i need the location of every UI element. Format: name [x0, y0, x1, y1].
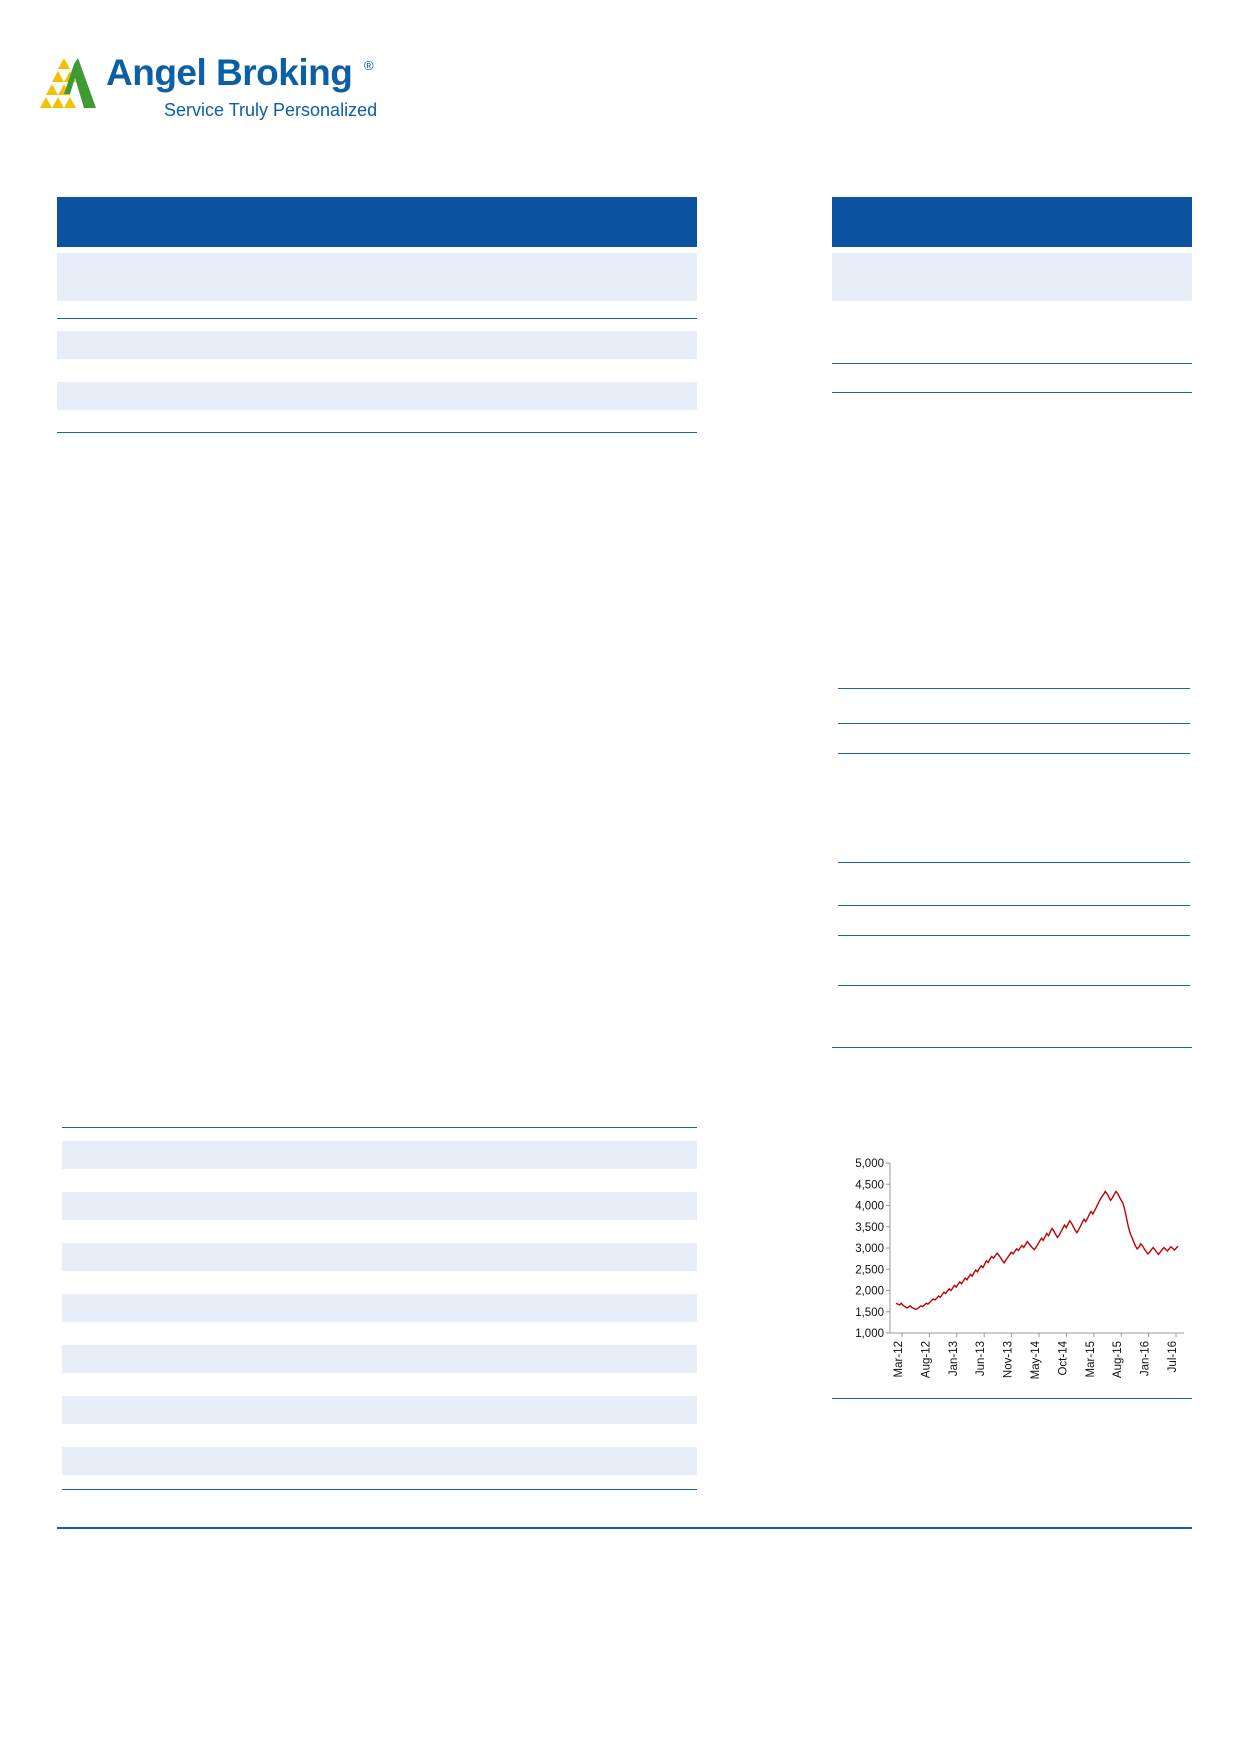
- left-table-top-rule: [62, 1127, 697, 1128]
- svg-text:Aug-15: Aug-15: [1112, 1341, 1125, 1379]
- svg-text:Mar-12: Mar-12: [893, 1341, 905, 1378]
- svg-text:Jul-16: Jul-16: [1167, 1341, 1179, 1373]
- right-header-band: [832, 197, 1192, 247]
- right-rule-5: [838, 753, 1190, 754]
- left-subheader-band: [57, 253, 697, 301]
- left-table-row-5: [62, 1345, 697, 1373]
- share-price-chart: [832, 1158, 1192, 1398]
- brand-tagline: Service Truly Personalized: [164, 100, 378, 120]
- svg-text:Jun-13: Jun-13: [975, 1341, 988, 1377]
- left-table-row-4: [62, 1294, 697, 1322]
- right-rule-3: [838, 688, 1190, 689]
- svg-text:3,000: 3,000: [855, 1243, 884, 1255]
- left-header-band: [57, 197, 697, 247]
- svg-text:1,000: 1,000: [855, 1328, 884, 1340]
- svg-text:Aug-12: Aug-12: [920, 1341, 933, 1379]
- registered-mark: ®: [364, 58, 374, 73]
- svg-text:3,500: 3,500: [855, 1221, 884, 1234]
- right-rule-1: [832, 363, 1192, 364]
- left-rule-1: [57, 318, 697, 319]
- right-rule-2: [832, 392, 1192, 393]
- right-chart-top-rule: [832, 1047, 1192, 1048]
- left-table-row-2: [62, 1192, 697, 1220]
- svg-text:1,500: 1,500: [855, 1306, 884, 1319]
- svg-text:Jan-13: Jan-13: [947, 1341, 960, 1377]
- left-table-row-1: [62, 1141, 697, 1169]
- svg-text:5,000: 5,000: [855, 1158, 884, 1170]
- left-table-bottom-rule: [62, 1489, 697, 1490]
- footer-rule: [57, 1527, 1192, 1529]
- svg-text:4,000: 4,000: [855, 1200, 884, 1213]
- right-subheader-band: [832, 253, 1192, 301]
- svg-text:2,500: 2,500: [855, 1264, 884, 1277]
- left-row-band-2: [57, 382, 697, 410]
- brand-name: Angel Broking: [106, 52, 353, 93]
- svg-text:May-14: May-14: [1030, 1341, 1042, 1380]
- left-table-row-7: [62, 1447, 697, 1475]
- angel-triangle-logo-icon: [34, 56, 96, 114]
- right-rule-8: [838, 935, 1190, 936]
- right-rule-7: [838, 905, 1190, 906]
- right-rule-4: [838, 723, 1190, 724]
- right-rule-9: [838, 985, 1190, 986]
- left-row-band-1: [57, 331, 697, 359]
- right-rule-6: [838, 862, 1190, 863]
- svg-text:Oct-14: Oct-14: [1057, 1341, 1070, 1376]
- right-chart-bottom-rule: [832, 1398, 1192, 1399]
- svg-text:Mar-15: Mar-15: [1084, 1341, 1097, 1378]
- left-rule-2: [57, 432, 697, 433]
- left-table-row-6: [62, 1396, 697, 1424]
- svg-text:Nov-13: Nov-13: [1002, 1341, 1015, 1379]
- left-table-row-3: [62, 1243, 697, 1271]
- svg-text:2,000: 2,000: [855, 1285, 884, 1298]
- brand-logo: [34, 52, 454, 152]
- svg-text:Jan-16: Jan-16: [1139, 1341, 1152, 1377]
- svg-text:4,500: 4,500: [855, 1179, 884, 1192]
